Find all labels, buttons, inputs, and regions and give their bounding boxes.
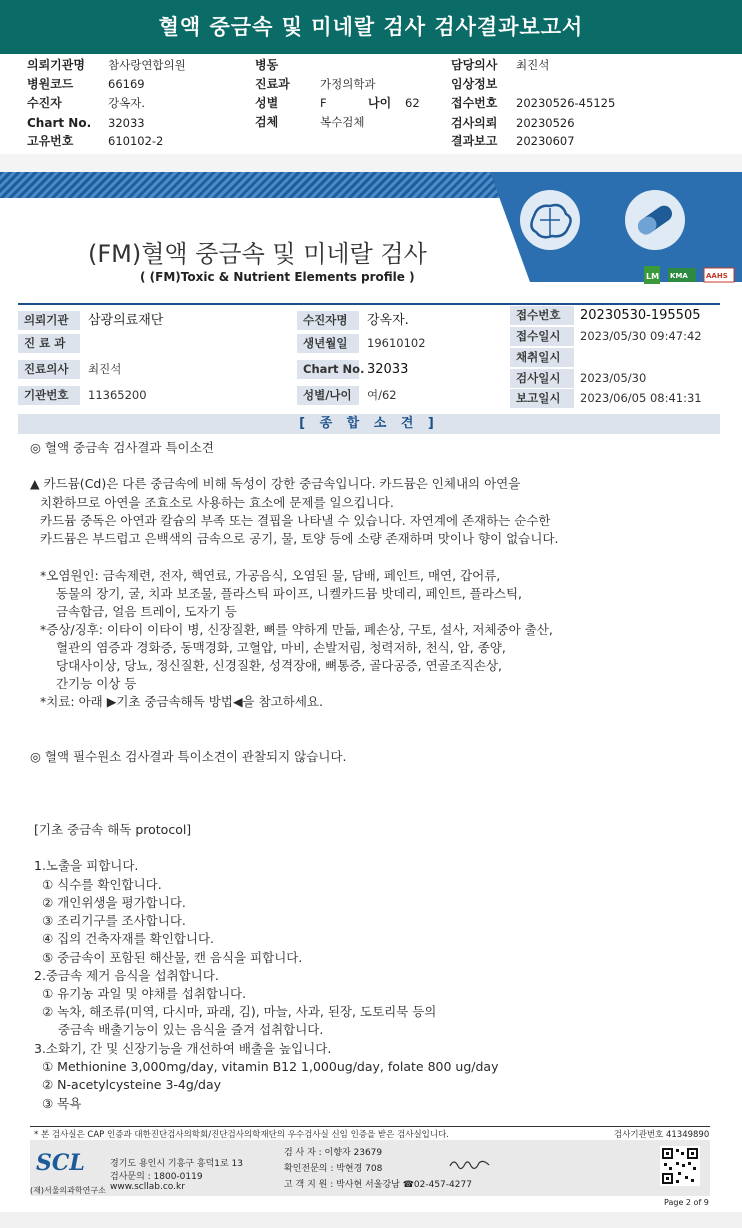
grid-value-institution-no: 11365200 [88, 388, 147, 402]
report-banner-title: 혈액 중금속 및 미네랄 검사 검사결과보고서 [0, 0, 742, 54]
svg-text:KMA: KMA [670, 272, 688, 280]
agency-number: 검사기관번호 41349890 [614, 1130, 710, 1140]
summary-line: *증상/징후: 이타이 이타이 병, 신장질환, 뼈를 약하게 만듦, 폐손상, 구토, 설사, 저체중아 출산, [40, 622, 553, 637]
value-patient: 강옥자. [108, 96, 145, 110]
grid-value-sex-age: 여/62 [367, 388, 397, 402]
protocol-item: ③ 조리기구를 조사합니다. [42, 913, 186, 928]
summary-line: ◎ 혈액 필수원소 검사결과 특이소견이 관찰되지 않습니다. [30, 749, 347, 764]
qr-code-icon[interactable] [660, 1146, 700, 1186]
value-sex: F [320, 96, 327, 110]
grid-value-collection-time [576, 348, 720, 367]
lab-phone: 검사문의 : 1800-0119 [110, 1172, 203, 1182]
grid-label-report-time: 보고일시 [510, 389, 574, 408]
value-test-request: 20230526 [516, 116, 575, 130]
value-result-report: 20230607 [516, 134, 575, 148]
label-unique-id: 고유번호 [27, 134, 74, 148]
grid-label-receipt-no: 접수번호 [510, 306, 574, 325]
grid-value-chart-no: 32033 [367, 362, 409, 377]
grid-value-patient-name: 강옥자. [367, 313, 409, 328]
grid-label-doctor: 진료의사 [18, 360, 80, 379]
label-receipt-no: 접수번호 [451, 96, 498, 110]
staff-confirming-doctor: 확인전문의 : 박현경 708 [284, 1164, 383, 1174]
protocol-step: 1.노출을 피합니다. [34, 858, 139, 873]
lab-full-name: (재)서울의과학연구소 [30, 1186, 106, 1195]
protocol-heading: [기초 중금속 해독 protocol] [34, 822, 192, 837]
capsule-icon [625, 190, 685, 250]
summary-line: 치환하므로 아연을 조효소로 사용하는 효소에 문제를 일으킵니다. [40, 495, 394, 510]
cap-logo [598, 268, 632, 280]
accreditation-logos [596, 262, 742, 290]
label-attending-doctor: 담당의사 [451, 58, 498, 72]
protocol-item: ④ 집의 건축자재를 확인합니다. [42, 931, 215, 946]
grid-label-sex-age: 성별/나이 [297, 386, 359, 405]
signature-mark [448, 1156, 492, 1172]
label-result-report: 결과보고 [451, 134, 498, 148]
protocol-item: ① 식수를 확인합니다. [42, 877, 162, 892]
accreditation-note: * 본 검사실은 CAP 인증과 대한진단검사의학회/진단검사의학재단의 우수검사실 신임 인증을 받은 검사실입니다. [34, 1130, 449, 1140]
protocol-item: ① 유기농 과일 및 야채를 섭취합니다. [42, 986, 247, 1001]
grid-label-patient-name: 수진자명 [297, 311, 359, 330]
grid-label-institution-no: 기관번호 [18, 386, 80, 405]
summary-line: 카드뮴은 부드럽고 은백색의 금속으로 공기, 물, 토양 등에 소량 존재하며 맛이나 향이 없습니다. [40, 531, 559, 546]
summary-line: 혈관의 염증과 경화증, 동맥경화, 고혈압, 마비, 손발저림, 청력저하, 천식, 암, 종양, [56, 640, 506, 655]
protocol-item: ⑤ 중금속이 포함된 해산물, 캔 음식을 피합니다. [42, 950, 303, 965]
grid-label-test-time: 검사일시 [510, 369, 574, 388]
scl-logo-text: SCL [36, 1150, 85, 1176]
grid-value-receipt-time: 2023/05/30 09:47:42 [580, 329, 702, 343]
brain-icon [520, 190, 580, 250]
label-specimen: 검체 [255, 115, 279, 129]
protocol-item: ② 녹차, 해조류(미역, 다시마, 파래, 김), 마늘, 사과, 된장, 도토리묵 등의 [42, 1004, 437, 1019]
protocol-item: 중금속 배출기능이 있는 음식을 즐겨 섭취합니다. [58, 1022, 324, 1037]
value-requesting-institution: 참사랑연합의원 [108, 58, 186, 72]
staff-tester: 검 사 자 : 이향자 23679 [284, 1148, 383, 1158]
label-ward: 병동 [255, 58, 279, 72]
grid-value-department [84, 334, 294, 353]
value-specimen: 복수검체 [320, 115, 365, 129]
protocol-item: ② N-acetylcysteine 3-4g/day [42, 1077, 222, 1092]
summary-line: 동물의 장기, 굴, 치과 보조물, 플라스틱 파이프, 니켈카드뮴 밧데리, 페인트, 플라스틱, [56, 586, 523, 601]
report-title: (FM)혈액 중금속 및 미네랄 검사 [88, 240, 427, 268]
grid-value-report-time: 2023/06/05 08:41:31 [580, 391, 702, 405]
label-requesting-institution: 의뢰기관명 [27, 58, 85, 72]
summary-line: ▲ 카드뮴(Cd)은 다른 중금속에 비해 독성이 강한 중금속입니다. 카드뮴은 인체내의 아연을 [30, 476, 521, 491]
value-age: 62 [405, 96, 420, 110]
protocol-item: ③ 목욕 [42, 1096, 82, 1111]
summary-line: 카드뮴 중독은 아연과 칼슘의 부족 또는 결핍을 나타낼 수 있습니다. 자연계에 존재하는 순수한 [40, 513, 551, 528]
scl-logo [34, 1150, 96, 1186]
label-clinical-info: 임상정보 [451, 77, 498, 91]
value-receipt-no: 20230526-45125 [516, 96, 616, 110]
summary-line: 당대사이상, 당뇨, 정신질환, 신경질환, 성격장애, 뼈통증, 골다공증, 연골조직손상, [56, 658, 503, 673]
value-chart-no: 32033 [108, 116, 145, 130]
grid-value-birthdate: 19610102 [367, 336, 426, 350]
label-age: 나이 [368, 96, 392, 110]
label-patient: 수진자 [27, 96, 62, 110]
grid-label-birthdate: 생년월일 [297, 334, 359, 353]
protocol-step: 3.소화기, 간 및 신장기능을 개선하여 배출을 높입니다. [34, 1041, 332, 1056]
protocol-item: ① Methionine 3,000mg/day, vitamin B12 1,000ug/day, folate 800 ug/day [42, 1059, 499, 1074]
value-unique-id: 610102-2 [108, 134, 164, 148]
staff-customer-support: 고 객 지 원 : 박사현 서울강남 ☎02-457-4277 [284, 1180, 472, 1190]
page-bottom-margin [0, 1212, 742, 1228]
footer-rule [30, 1126, 710, 1127]
grid-value-test-time: 2023/05/30 [580, 371, 647, 385]
grid-value-doctor: 최진석 [88, 362, 122, 376]
lm-logo [644, 266, 660, 284]
value-hospital-code: 66169 [108, 77, 145, 91]
value-attending-doctor: 최진석 [516, 58, 550, 72]
label-sex: 성별 [255, 96, 279, 110]
lab-address: 경기도 용인시 기흥구 흥덕1로 13 [110, 1159, 243, 1169]
grid-value-institution: 삼광의료재단 [88, 313, 164, 328]
label-test-request: 검사의뢰 [451, 116, 498, 130]
kma-logo [668, 268, 696, 282]
svg-text:CAP: CAP [611, 270, 632, 280]
grid-label-department: 진 료 과 [18, 334, 80, 353]
protocol-step: 2.중금속 제거 음식을 섭취합니다. [34, 968, 219, 983]
page-indicator: Page 2 of 9 [664, 1198, 709, 1207]
summary-line: *오염원인: 금속제련, 전자, 핵연료, 가공음식, 오염된 물, 담배, 페인트, 매연, 갑어류, [40, 568, 501, 583]
summary-line: 금속합금, 얼음 트레이, 도자기 등 [56, 604, 237, 619]
summary-line: *치료: 아래 ▶기초 중금속해독 방법◀을 참고하세요. [40, 694, 323, 709]
protocol-item: ② 개인위생을 평가합니다. [42, 895, 186, 910]
lab-website[interactable]: www.scllab.co.kr [110, 1182, 185, 1192]
info-grid-top-rule [18, 303, 720, 305]
grid-label-institution: 의뢰기관 [18, 311, 80, 330]
section-divider [0, 154, 742, 172]
clinic-info-block [0, 56, 742, 154]
summary-header: [ 종 합 소 견 ] [18, 414, 720, 434]
grid-label-receipt-time: 접수일시 [510, 327, 574, 346]
summary-line: ◎ 혈액 중금속 검사결과 특이소견 [30, 440, 214, 455]
report-subtitle: ( (FM)Toxic & Nutrient Elements profile ) [140, 270, 415, 284]
svg-text:LM: LM [646, 272, 660, 281]
aahs-logo [704, 268, 734, 282]
summary-line: 간기능 이상 등 [56, 676, 137, 691]
label-chart-no: Chart No. [27, 116, 92, 130]
grid-label-chart-no: Chart No. [297, 360, 359, 379]
svg-text:AAHS: AAHS [706, 272, 728, 280]
value-department: 가정의학과 [320, 77, 376, 91]
grid-label-collection-time: 채취일시 [510, 348, 574, 367]
grid-value-receipt-no: 20230530-195505 [580, 308, 701, 323]
label-hospital-code: 병원코드 [27, 77, 74, 91]
label-department: 진료과 [255, 77, 290, 91]
